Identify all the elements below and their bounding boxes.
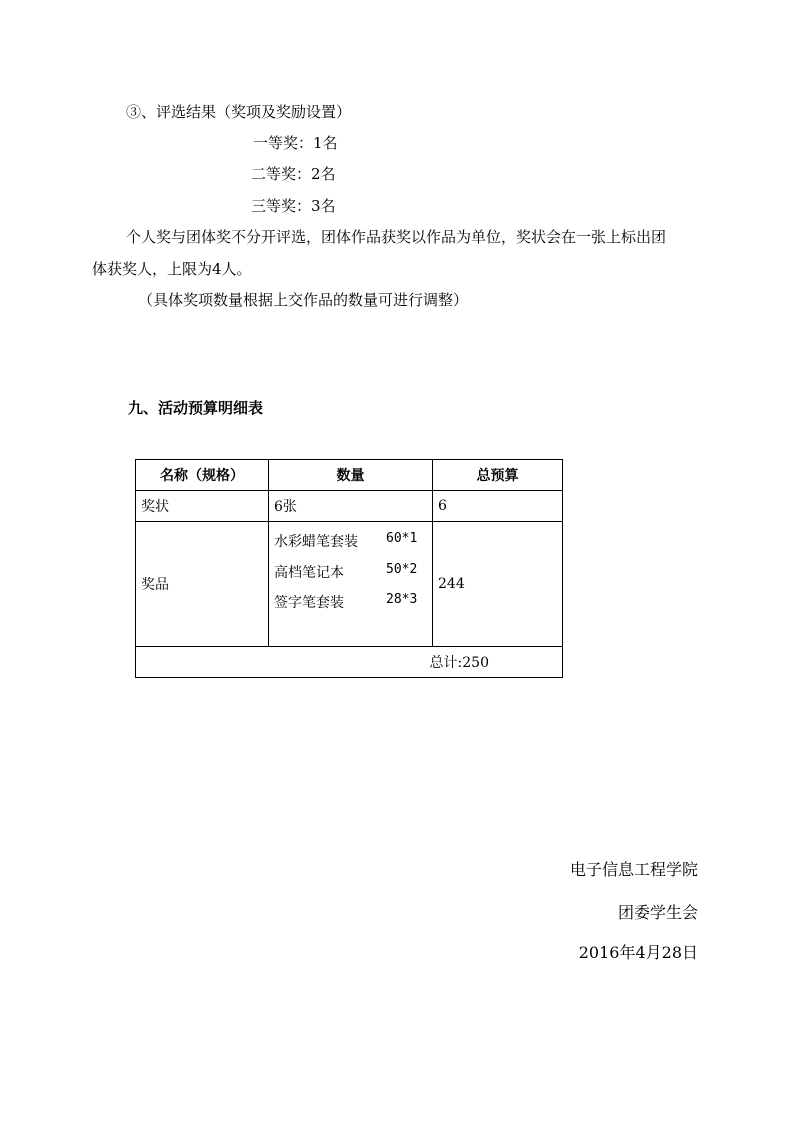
header-name: 名称（规格） bbox=[136, 460, 269, 491]
award-third: 三等奖：3名 bbox=[251, 197, 336, 215]
table-total-row bbox=[136, 647, 563, 678]
prize-item-qty: 50*2 bbox=[386, 562, 418, 577]
cell-total: 6 bbox=[433, 491, 563, 522]
cell-quantity-list bbox=[269, 522, 433, 647]
adjust-note: （具体奖项数量根据上交作品的数量可进行调整） bbox=[138, 291, 469, 309]
note-line-1: 个人奖与团体奖不分开评选，团体作品获奖以作品为单位，奖状会在一张上标出团 bbox=[126, 228, 667, 246]
budget-table bbox=[135, 459, 563, 678]
cell-quantity: 6张 bbox=[269, 491, 433, 522]
header-quantity: 数量 bbox=[269, 460, 433, 491]
prize-item-qty: 28*3 bbox=[386, 592, 418, 607]
results-title: ③、评选结果（奖项及奖励设置） bbox=[126, 103, 352, 121]
signature-dept: 团委学生会 bbox=[617, 903, 698, 922]
signature-org: 电子信息工程学院 bbox=[569, 860, 698, 879]
note-line-2: 体获奖人，上限为4人。 bbox=[92, 260, 252, 278]
prize-item-name: 水彩蜡笔套装 bbox=[274, 534, 358, 550]
cell-total: 244 bbox=[433, 522, 563, 647]
table-row bbox=[136, 491, 563, 522]
budget-heading: 九、活动预算明细表 bbox=[128, 399, 264, 417]
award-second: 二等奖：2名 bbox=[251, 165, 336, 183]
prize-item-qty: 60*1 bbox=[386, 531, 418, 546]
award-first: 一等奖：1名 bbox=[253, 134, 338, 152]
table-header-row bbox=[136, 460, 563, 491]
cell-name: 奖状 bbox=[136, 491, 269, 522]
header-total: 总预算 bbox=[433, 460, 563, 491]
prize-item-name: 高档笔记本 bbox=[274, 565, 344, 581]
signature-date: 2016年4月28日 bbox=[578, 943, 698, 962]
prize-item-name: 签字笔套装 bbox=[274, 595, 344, 611]
grand-total: 总计:250 bbox=[136, 647, 563, 678]
cell-name: 奖品 bbox=[136, 522, 269, 647]
table-row bbox=[136, 522, 563, 647]
